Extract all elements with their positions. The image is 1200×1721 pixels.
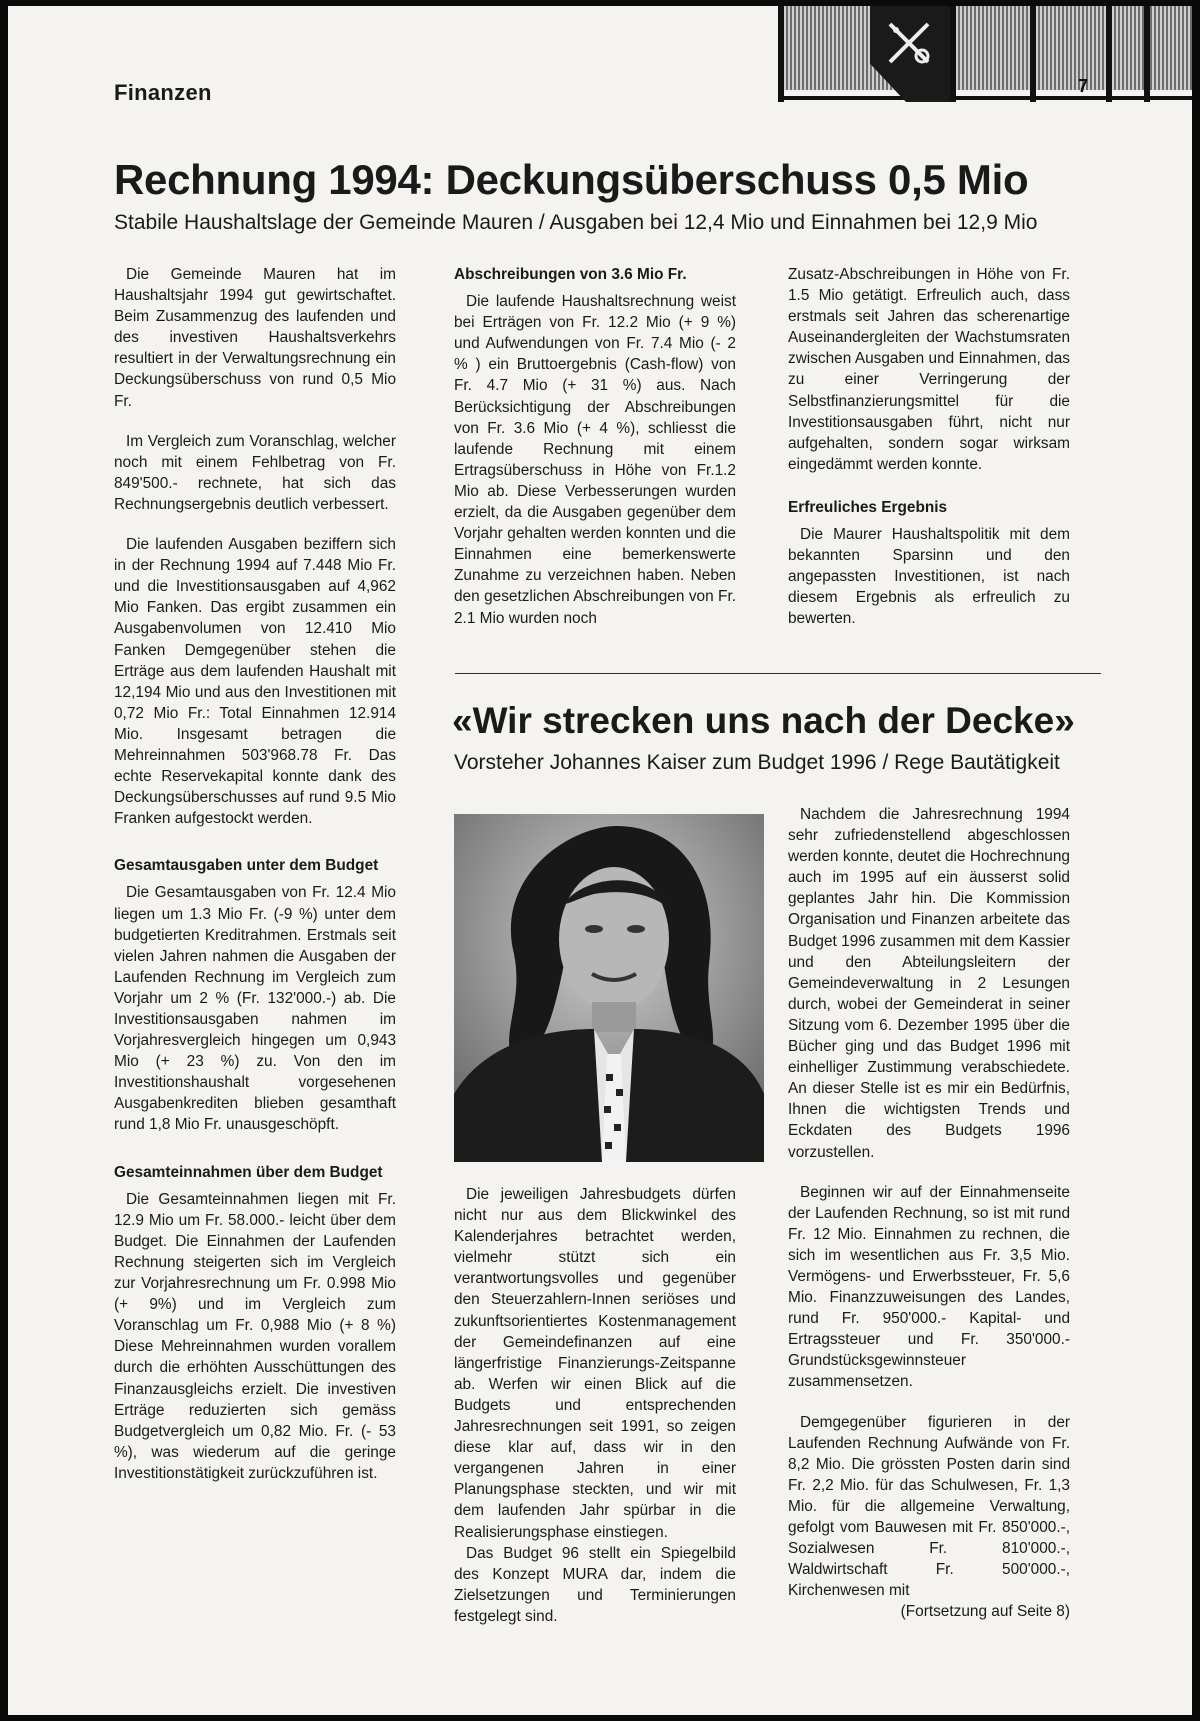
article2-column-2 <box>454 1184 736 1646</box>
article2-headline: «Wir strecken uns nach der Decke» <box>452 700 1075 741</box>
subheading: Erfreuliches Ergebnis <box>788 498 948 516</box>
portrait-photo <box>454 814 764 1162</box>
subheading: Gesamteinnahmen über dem Budget <box>114 1163 383 1181</box>
subheading: Gesamtausgaben unter dem Budget <box>114 857 379 875</box>
page-number: 7 <box>1078 76 1089 96</box>
article1-column-3 <box>788 264 1070 649</box>
article1-subtitle: Stabile Haushaltslage der Gemeinde Mauren / Ausgaben bei 12,4 Mio und Einnahmen bei 12,9 Mio <box>114 211 1038 234</box>
section-label: Finanzen <box>114 80 212 105</box>
continued-note: (Fortsetzung auf Seite 8) <box>900 1603 1070 1621</box>
paragraph: Die laufende Haushaltsrechnung weist bei Erträgen von Fr. 12.2 Mio (+ 9 %) und Aufwendungen von Fr. 7.4 Mio (- 2 % ) ein Bruttoergebnis (Cash-flow) von Fr. 4.7 Mio (+ 31 %) aus. Nach Berücksichtigung der Abschreibungen von Fr. 3.6 Mio (+ 4 %), schliesst die laufende Rechnung mit einem Ertragsüberschuss in Höhe von Fr.1.2 Mio ab. Diese Verbesserungen wurden erzielt, da die Ausgaben gegenüber dem Vorjahr gehalten werden konnten und die Einnahmen eine bemerkenswerte Zunahme zu verzeichnen haben. Neben den gesetzlichen Abschreibungen von Fr. 2.1 Mio wurden noch <box>454 293 736 627</box>
paragraph: Das Budget 96 stellt ein Spiegelbild des Konzept MURA dar, indem die Zielsetzungen und Terminierungen festgelegt sind. <box>454 1544 736 1625</box>
newspaper-page <box>8 6 1192 1715</box>
paragraph: Die laufenden Ausgaben beziffern sich in der Rechnung 1994 auf 7.448 Mio Fr. und die Investitionsausgaben auf 4,962 Mio Fanken. Das ergibt zusammen ein Ausgabenvolumen von 12.410 Mio Fanken Demgegenüber stehen die Erträge aus dem laufenden Haushalt mit 12,194 Mio und aus den Investitionen mit 0,72 Mio Fr.: Total Einnahmen 12.914 Mio. Insgesamt betragen die Mehreinnahmen 503'968.78 Fr. Das echte Reservekapital konnte dank des Deckungsüberschusses auf rund 9.5 Mio Franken aufgestockt werden. <box>114 536 396 828</box>
paragraph: Beginnen wir auf der Einnahmenseite der Laufenden Rechnung, so ist mit rund Fr. 12 Mio. Einnahmen zu rechnen, die sich im wesentlichen aus Fr. 3,5 Mio. Vermögens- und Erwerbssteuer, Fr. 5,6 Mio. Finanzzuweisungen des Landes, rund Fr. 950'000.- Kapital- und Ertragssteuer und Fr. 350'000.- Grundstücksgewinnsteuer zusammensetzen. <box>788 1183 1070 1391</box>
article1-column-2 <box>454 264 736 648</box>
article-divider <box>455 673 1101 674</box>
paragraph: Im Vergleich zum Voranschlag, welcher noch mit einem Fehlbetrag von Fr. 849'500.- rechnete, hat sich das Rechnungsergebnis deutlich verbessert. <box>114 432 396 513</box>
paragraph: Die Gesamtausgaben von Fr. 12.4 Mio liegen um 1.3 Mio Fr. (-9 %) unter dem budgetierten Kreditrahmen. Erstmals seit vielen Jahren nahmen die Ausgaben der Laufenden Rechnung im Vergleich zum Vorjahr um 2 % (Fr. 132'000.-) ab. Die Investitionsausgaben nahmen im Vorjahresvergleich hingegen um 0,943 Mio (+ 23 %) zu. Von den im Investitionshaushalt vorgesehenen Ausgabenkrediten blieben gesamthaft rund 1,8 Mio Fr. unausgeschöpft. <box>114 884 396 1134</box>
header-ornament <box>778 6 1192 102</box>
article1-column-1 <box>114 264 396 1503</box>
article2-subtitle: Vorsteher Johannes Kaiser zum Budget 1996 / Rege Bautätigkeit <box>454 751 1060 774</box>
article2-column-3 <box>788 804 1070 1622</box>
paragraph: Die Maurer Haushaltspolitik mit dem bekannten Sparsinn und den angepassten Investitionen, ist nach diesem Ergebnis als erfreulich zu bewerten. <box>788 526 1070 628</box>
paragraph: Die jeweiligen Jahresbudgets dürfen nicht nur aus dem Blickwinkel des Kalenderjahres betrachtet werden, vielmehr stützt sich ein verantwortungsvolles und gegenüber den Steuerzahlern-Innen seriöses und zukunftsorientiertes Kostenmanagement der Gemeindefinanzen auf eine längerfristige Finanzierungs-Zeitspanne ab. Werfen wir einen Blick auf die Budgets und entsprechenden Jahresrechnungen seit 1991, so zeigen diese klar auf, dass wir in den vergangenen Jahren in einer Planungsphase steckten, und wir mit dem laufenden Jahr spürbar in die Realisierungsphase einstiegen. <box>454 1186 736 1541</box>
article1-headline: Rechnung 1994: Deckungsüberschuss 0,5 Mio <box>114 156 1029 203</box>
paragraph: Zusatz-Abschreibungen in Höhe von Fr. 1.5 Mio getätigt. Erfreulich auch, dass erstmals seit Jahren das scherenartige Auseinandergleiten der Wachstumsraten zwischen Ausgaben und Einnahmen, das zu einer Verringerung der Selbstfinanzierungsmittel für die Investitionsausgaben führt, nicht nur aufgehalten, sondern sogar wirksam eingedämmt werden konnte. <box>788 266 1070 473</box>
paragraph: Die Gesamteinnahmen liegen mit Fr. 12.9 Mio um Fr. 58.000.- leicht über dem Budget. Die Einnahmen der Laufenden Rechnung steigerten sich im Vergleich zur Vorjahresrechnung um Fr. 0.998 Mio (+ 9%) und im Vergleich zum Voranschlag um Fr. 0,988 Mio (+ 8 %) Diese Mehreinnahmen wurden vorallem durch die erhöhten Ausschüttungen des Finanzausgleichs erzielt. Die investiven Erträge reduzierten sich gemäss Budgetvergleich um 0,82 Mio. Fr. (- 53 %), was wiederum auf die geringe Investitionstätigkeit zurückzuführen ist. <box>114 1190 396 1482</box>
paragraph: Die Gemeinde Mauren hat im Haushaltsjahr 1994 gut gewirtschaftet. Beim Zusammenzug des laufenden und des investiven Haushaltsverkehrs resultiert in der Verwaltungsrechnung ein Deckungsüberschuss von rund 0,5 Mio Fr. <box>114 266 396 410</box>
subheading: Abschreibungen von 3.6 Mio Fr. <box>454 266 687 283</box>
paragraph: Nachdem die Jahresrechnung 1994 sehr zufriedenstellend abgeschlossen werden konnte, deutet die Hochrechnung auch im 1995 auf ein äusserst solid geplantes Jahr hin. Die Kommission Organisation und Finanzen arbeitete das Budget 1996 zusammen mit dem Kassier und den Abteilungsleitern der Gemeindeverwaltung in 2 Lesungen durch, wobei der Gemeinderat in seiner Sitzung vom 6. Dezember 1995 über die Bücher ging und das Budget 1996 mit einhelliger Zustimmung verabschiedete. An dieser Stelle ist es mir ein Bedürfnis, Ihnen die wichtigsten Trends und Eckdaten des Budgets 1996 vorzustellen. <box>788 806 1070 1161</box>
paragraph: Demgegenüber figurieren in der Laufenden Rechnung Aufwände von Fr. 8,2 Mio. Die grössten Posten darin sind Fr. 2,2 Mio. für das Schulwesen, Fr. 1,3 Mio. für die allgemeine Verwaltung, gefolgt vom Bauwesen mit Fr. 850'000.-, Sozialwesen Fr. 810'000.-, Waldwirtschaft Fr. 500'000.-, Kirchenwesen mit <box>788 1413 1070 1600</box>
